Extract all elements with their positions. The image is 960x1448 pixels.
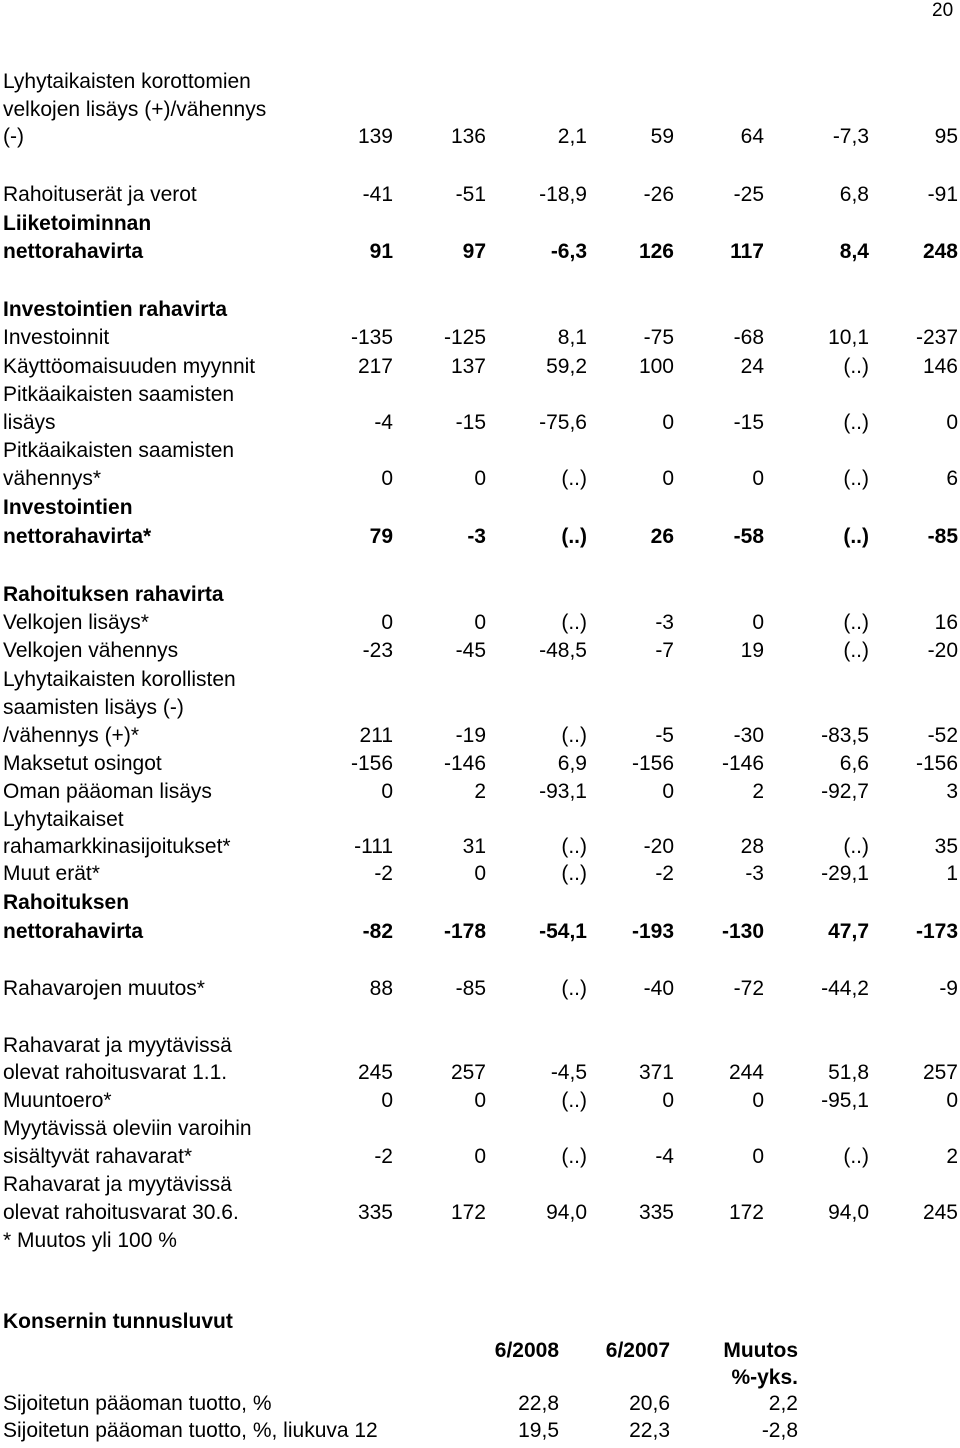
row-label: Myytävissä oleviin varoihin (3, 1117, 252, 1140)
cell: -52 (927, 724, 958, 747)
cell: 8,4 (839, 240, 869, 263)
cell: 64 (740, 125, 764, 148)
cell: -93,1 (539, 780, 587, 803)
row-label: Rahoituksen (3, 891, 130, 914)
cell: (..) (561, 467, 587, 490)
cell: -9 (939, 977, 958, 1000)
cell: -20 (643, 835, 674, 858)
row-label: Investoinnit (3, 326, 110, 349)
cell: 97 (462, 240, 486, 263)
cell: (..) (843, 1145, 869, 1168)
cell: -18,9 (539, 183, 587, 206)
cell: 0 (474, 611, 486, 634)
cell: -68 (733, 326, 764, 349)
section-heading (0, 1310, 960, 1336)
column-header: Muutos (723, 1339, 798, 1362)
cell: 24 (740, 355, 764, 378)
table-row (0, 326, 960, 352)
cell: -156 (631, 752, 674, 775)
cell: -92,7 (821, 780, 869, 803)
cell: -72 (733, 977, 764, 1000)
row-label: Sijoitetun pääoman tuotto, % (3, 1392, 272, 1415)
row-label: sisältyvät rahavarat* (3, 1145, 193, 1168)
cell: 16 (934, 611, 958, 634)
cell: -125 (443, 326, 486, 349)
row-label: velkojen lisäys (+)/vähennys (3, 98, 267, 121)
cell: 126 (638, 240, 674, 263)
cell: (..) (561, 1089, 587, 1112)
cell: 22,3 (629, 1419, 670, 1442)
cell: 20,6 (629, 1392, 670, 1415)
cell: -20 (927, 639, 958, 662)
column-header: 6/2007 (605, 1339, 670, 1362)
table-row (0, 1061, 960, 1087)
row-label: nettorahavirta (3, 920, 144, 943)
row-label: Rahavarat ja myytävissä (3, 1034, 232, 1057)
cell: 94,0 (828, 1201, 869, 1224)
cell: 6,6 (839, 752, 869, 775)
table-row (0, 439, 960, 465)
cell: -2 (655, 862, 674, 885)
cell: 6,9 (557, 752, 587, 775)
column-header: 6/2008 (494, 1339, 559, 1362)
cell: 248 (922, 240, 958, 263)
table-row (0, 1419, 960, 1445)
cell: -7 (655, 639, 674, 662)
cell: -95,1 (821, 1089, 869, 1112)
table-row (0, 125, 960, 151)
cell: -173 (915, 920, 958, 943)
cell: 244 (728, 1061, 764, 1084)
cell: 117 (730, 240, 764, 263)
table-row (0, 496, 960, 522)
page-number: 20 (932, 0, 954, 21)
cell: 0 (474, 862, 486, 885)
cell: -26 (643, 183, 674, 206)
table-row (0, 808, 960, 834)
section-heading (0, 298, 960, 324)
cell: 35 (934, 835, 958, 858)
cell: (..) (843, 467, 869, 490)
cell: 3 (946, 780, 958, 803)
table-row (0, 1392, 960, 1418)
row-label: Käyttöomaisuuden myynnit (3, 355, 256, 378)
cell: 6 (946, 467, 958, 490)
table-row (0, 212, 960, 238)
cell: 137 (450, 355, 486, 378)
row-label: Investointien (3, 496, 133, 519)
row-label: Muut erät* (3, 862, 100, 885)
cell: 0 (662, 1089, 674, 1112)
cell: 59,2 (546, 355, 587, 378)
row-label: Lyhytaikaiset (3, 808, 124, 831)
cell: 0 (381, 611, 393, 634)
cell: (..) (843, 355, 869, 378)
table-row (0, 920, 960, 946)
cell: 217 (357, 355, 393, 378)
cell: 0 (474, 467, 486, 490)
row-label: Maksetut osingot (3, 752, 162, 775)
row-label: nettorahavirta* (3, 525, 152, 548)
table-row (0, 668, 960, 694)
cell: 2 (752, 780, 764, 803)
cell: (..) (561, 525, 587, 548)
cell: 0 (381, 1089, 393, 1112)
cell: -25 (733, 183, 764, 206)
cell: 0 (381, 467, 393, 490)
cell: -75,6 (539, 411, 587, 434)
row-label: Lyhytaikaisten korottomien (3, 70, 251, 93)
cell: -4 (374, 411, 393, 434)
cell: -23 (362, 639, 393, 662)
cell: 257 (922, 1061, 958, 1084)
table-row (0, 1201, 960, 1227)
cell: 6,8 (839, 183, 869, 206)
cell: 0 (662, 411, 674, 434)
cell: (..) (843, 639, 869, 662)
cell: -130 (721, 920, 764, 943)
cell: -156 (915, 752, 958, 775)
cell: -83,5 (821, 724, 869, 747)
row-label: Sijoitetun pääoman tuotto, %, liukuva 12 (3, 1419, 378, 1442)
cell: -2,8 (761, 1419, 798, 1442)
cell: 335 (638, 1201, 674, 1224)
cell: -3 (745, 862, 764, 885)
footnote (0, 1229, 960, 1255)
cell: 0 (752, 611, 764, 634)
row-label: Velkojen lisäys* (3, 611, 149, 634)
cell: 0 (474, 1145, 486, 1168)
cell: 22,8 (518, 1392, 559, 1415)
row-label: vähennys* (3, 467, 102, 490)
cell: -48,5 (539, 639, 587, 662)
table-header-row (0, 1339, 960, 1365)
cell: 335 (357, 1201, 393, 1224)
row-label: olevat rahoitusvarat 30.6. (3, 1201, 239, 1224)
table-row (0, 411, 960, 437)
cell: (..) (843, 835, 869, 858)
cell: -178 (443, 920, 486, 943)
table-row (0, 1034, 960, 1060)
table-row (0, 611, 960, 637)
table-header-row (0, 1366, 960, 1392)
table-row (0, 780, 960, 806)
row-label: /vähennys (+)* (3, 724, 139, 747)
cell: (..) (561, 862, 587, 885)
cell: -3 (467, 525, 486, 548)
row-label: saamisten lisäys (-) (3, 696, 184, 719)
cell: 10,1 (828, 326, 869, 349)
cell: -58 (733, 525, 764, 548)
row-label: Liiketoiminnan (3, 212, 152, 235)
cell: 139 (357, 125, 393, 148)
cell: 371 (638, 1061, 674, 1084)
cell: 245 (357, 1061, 393, 1084)
cell: -15 (733, 411, 764, 434)
section-heading (0, 583, 960, 609)
cell: (..) (561, 977, 587, 1000)
row-label: Oman pääoman lisäys (3, 780, 212, 803)
cell: 0 (946, 1089, 958, 1112)
cell: 0 (662, 467, 674, 490)
cell: 172 (450, 1201, 486, 1224)
table-row (0, 467, 960, 493)
cell: -44,2 (821, 977, 869, 1000)
table-row (0, 752, 960, 778)
row-label: Rahavarojen muutos* (3, 977, 205, 1000)
cell: (..) (561, 611, 587, 634)
cell: 100 (638, 355, 674, 378)
row-label: Rahoituserät ja verot (3, 183, 197, 206)
cell: -237 (915, 326, 958, 349)
cell: -41 (362, 183, 393, 206)
cell: 91 (369, 240, 393, 263)
cell: -4,5 (550, 1061, 587, 1084)
row-label: Velkojen vähennys (3, 639, 179, 662)
cell: (..) (561, 724, 587, 747)
row-label: Rahavarat ja myytävissä (3, 1173, 232, 1196)
table-row (0, 70, 960, 96)
table-row (0, 240, 960, 266)
cell: -146 (721, 752, 764, 775)
cell: 51,8 (828, 1061, 869, 1084)
cell: 0 (752, 1145, 764, 1168)
cell: -75 (643, 326, 674, 349)
row-label: Pitkäaikaisten saamisten (3, 439, 235, 462)
table-row (0, 724, 960, 750)
section-heading-label: Investointien rahavirta (3, 298, 228, 321)
cell: 2,2 (768, 1392, 798, 1415)
cell: -85 (455, 977, 486, 1000)
table-row (0, 977, 960, 1003)
cell: 211 (359, 724, 393, 747)
row-label: (-) (3, 125, 24, 148)
key-figures-title: Konsernin tunnusluvut (3, 1310, 233, 1333)
cell: 19 (740, 639, 764, 662)
cell: -193 (631, 920, 674, 943)
cell: 88 (369, 977, 393, 1000)
table-row (0, 355, 960, 381)
cell: -82 (362, 920, 393, 943)
table-row (0, 835, 960, 861)
cell: 146 (922, 355, 958, 378)
cell: -2 (374, 862, 393, 885)
cell: 94,0 (546, 1201, 587, 1224)
cell: 0 (752, 1089, 764, 1112)
cell: -7,3 (832, 125, 869, 148)
table-row (0, 862, 960, 888)
cell: -40 (643, 977, 674, 1000)
cell: (..) (843, 525, 869, 548)
cell: 2,1 (557, 125, 587, 148)
cell: 95 (934, 125, 958, 148)
row-label: Muuntoero* (3, 1089, 112, 1112)
table-row (0, 1089, 960, 1115)
cell: -85 (927, 525, 958, 548)
row-label: Lyhytaikaisten korollisten (3, 668, 236, 691)
cell: 1 (946, 862, 958, 885)
section-heading-label: Rahoituksen rahavirta (3, 583, 224, 606)
cell: 31 (462, 835, 486, 858)
row-label: rahamarkkinasijoitukset* (3, 835, 231, 858)
table-row (0, 696, 960, 722)
cell: -111 (354, 835, 393, 858)
cell: -5 (655, 724, 674, 747)
table-row (0, 1145, 960, 1171)
cell: 2 (946, 1145, 958, 1168)
cell: -15 (455, 411, 486, 434)
column-header: %-yks. (731, 1366, 798, 1389)
row-label: nettorahavirta (3, 240, 144, 263)
row-label: Pitkäaikaisten saamisten (3, 383, 235, 406)
cell: 245 (922, 1201, 958, 1224)
cell: (..) (561, 835, 587, 858)
cell: -91 (927, 183, 958, 206)
cell: -6,3 (550, 240, 587, 263)
cell: (..) (843, 611, 869, 634)
cell: -4 (655, 1145, 674, 1168)
cell: 19,5 (518, 1419, 559, 1442)
table-row (0, 891, 960, 917)
cell: -54,1 (539, 920, 587, 943)
cell: -156 (350, 752, 393, 775)
cell: 0 (662, 780, 674, 803)
cell: 28 (740, 835, 764, 858)
cell: -135 (350, 326, 393, 349)
cell: -2 (374, 1145, 393, 1168)
table-row (0, 98, 960, 124)
table-row (0, 183, 960, 209)
footnote-text: * Muutos yli 100 % (3, 1229, 177, 1252)
cell: (..) (561, 1145, 587, 1168)
cell: -19 (455, 724, 486, 747)
cell: (..) (843, 411, 869, 434)
cell: 257 (450, 1061, 486, 1084)
cell: 47,7 (828, 920, 869, 943)
cell: 0 (381, 780, 393, 803)
table-row (0, 639, 960, 665)
row-label: olevat rahoitusvarat 1.1. (3, 1061, 228, 1084)
cell: -146 (443, 752, 486, 775)
cell: 8,1 (557, 326, 587, 349)
cell: -51 (455, 183, 486, 206)
cell: -29,1 (821, 862, 869, 885)
cell: 0 (474, 1089, 486, 1112)
cell: 2 (474, 780, 486, 803)
cell: 0 (946, 411, 958, 434)
table-row (0, 383, 960, 409)
cell: -3 (655, 611, 674, 634)
cell: 136 (450, 125, 486, 148)
cell: -45 (455, 639, 486, 662)
table-row (0, 1117, 960, 1143)
cell: -30 (733, 724, 764, 747)
table-row (0, 1173, 960, 1199)
cell: 26 (650, 525, 674, 548)
table-row (0, 525, 960, 551)
cell: 59 (650, 125, 674, 148)
cell: 172 (728, 1201, 764, 1224)
row-label: lisäys (3, 411, 56, 434)
cell: 0 (752, 467, 764, 490)
cell: 79 (369, 525, 393, 548)
